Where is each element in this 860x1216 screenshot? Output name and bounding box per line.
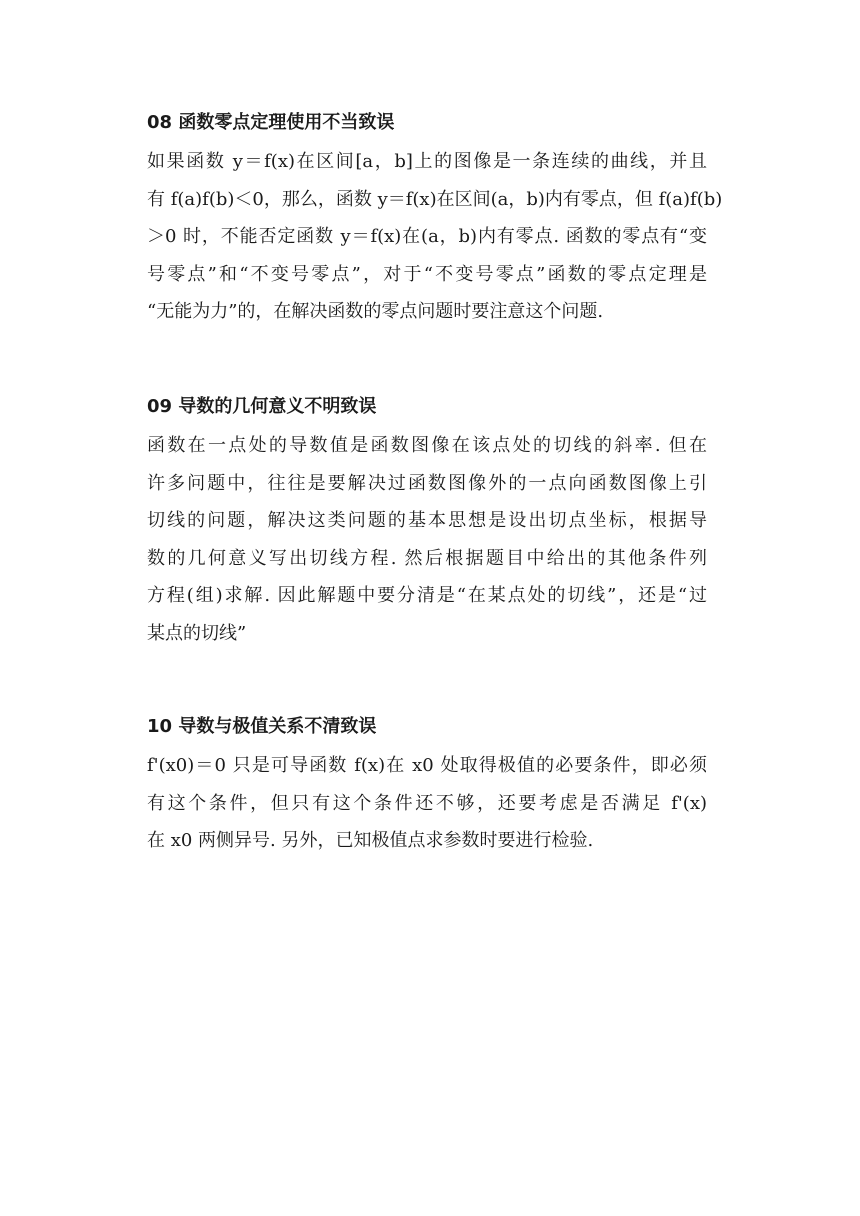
paragraph-line: 有 f(a)f(b)＜0，那么，函数 y＝f(x)在区间(a，b)内有零点，但 f(a)f(b)	[147, 188, 723, 210]
section-heading: 10 导数与极值关系不清致误	[147, 716, 377, 737]
section-08	[147, 110, 723, 337]
section-10	[147, 714, 707, 866]
paragraph-line: ＞0 时，不能否定函数 y＝f(x)在(a，b)内有零点. 函数的零点有“变	[147, 226, 707, 247]
paragraph-line: 如果函数 y＝f(x)在区间[a，b]上的图像是一条连续的曲线，并且	[147, 151, 707, 172]
paragraph-line: 号零点”和“不变号零点”，对于“不变号零点”函数的零点定理是	[147, 263, 707, 285]
paragraph-line: 有这个条件，但只有这个条件还不够，还要考虑是否满足 f'(x)	[147, 792, 707, 814]
paragraph-line: 某点的切线”	[147, 622, 247, 644]
paragraph-line: 切线的问题，解决这类问题的基本思想是设出切点坐标，根据导	[147, 510, 707, 531]
section-heading: 09 导数的几何意义不明致误	[147, 396, 377, 417]
paragraph-line: 数的几何意义写出切线方程. 然后根据题目中给出的其他条件列	[147, 547, 707, 569]
section-heading: 08 函数零点定理使用不当致误	[147, 112, 395, 133]
paragraph-line: 方程(组)求解. 因此解题中要分清是“在某点处的切线”，还是“过	[147, 585, 707, 606]
paragraph-line: “无能为力”的，在解决函数的零点问题时要注意这个问题.	[147, 301, 604, 322]
section-09	[147, 394, 707, 658]
paragraph-line: 许多问题中，往往是要解决过函数图像外的一点向函数图像上引	[147, 472, 707, 494]
section-paragraph	[147, 753, 707, 866]
paragraph-line: 函数在一点处的导数值是函数图像在该点处的切线的斜率. 但在	[147, 435, 707, 456]
paragraph-line: 在 x0 两侧异号. 另外，已知极值点求参数时要进行检验.	[147, 830, 594, 851]
section-paragraph	[147, 149, 723, 337]
section-paragraph	[147, 433, 707, 658]
paragraph-line: f'(x0)＝0 只是可导函数 f(x)在 x0 处取得极值的必要条件，即必须	[147, 755, 707, 776]
